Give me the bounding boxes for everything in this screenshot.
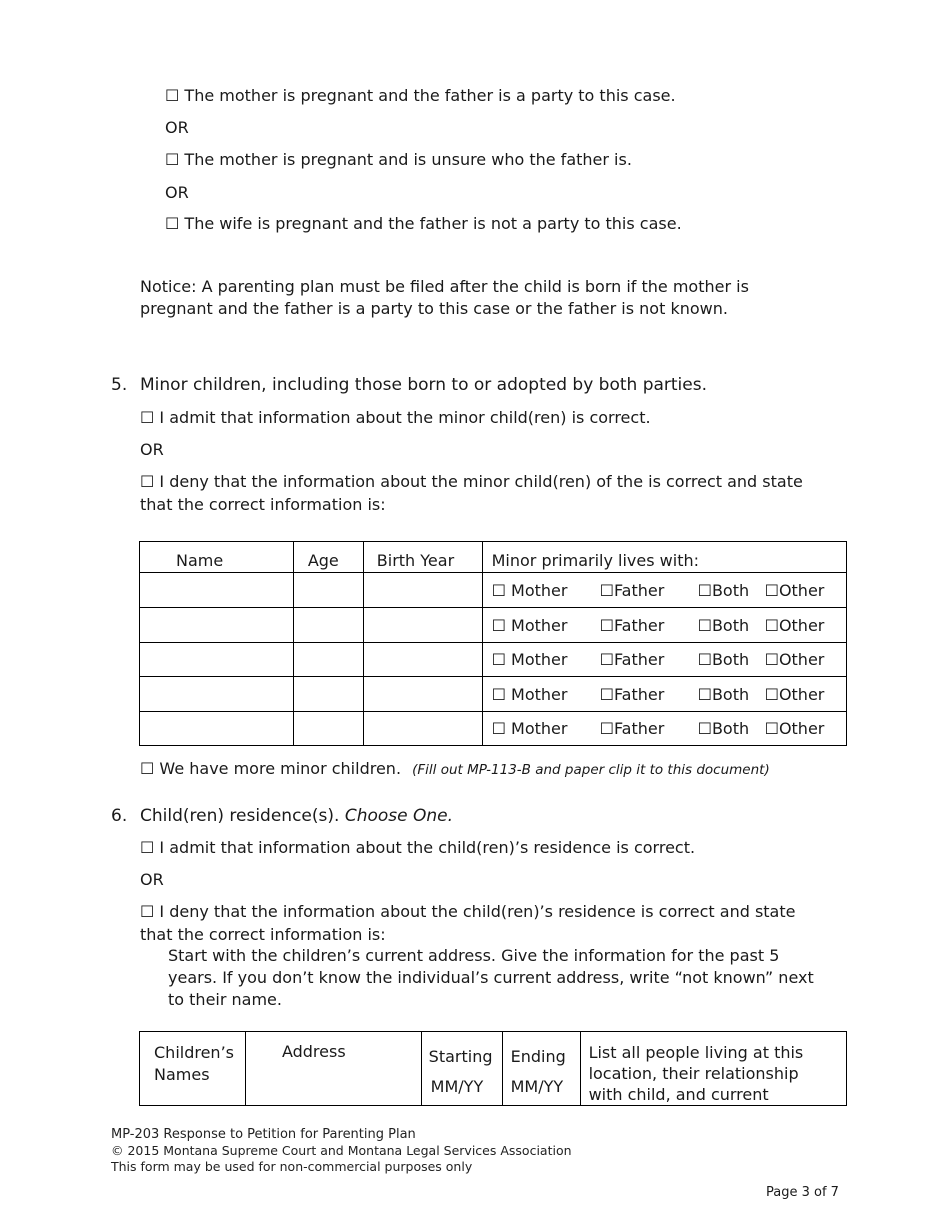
lives-with-cell (482, 677, 846, 712)
mother-checkbox[interactable]: ☐ Mother (491, 650, 568, 669)
section-5-deny-checkbox[interactable]: ☐ I deny that the information about the minor child(ren) of the is correct and state (140, 472, 803, 491)
more-children-label: ☐ We have more minor children. (140, 759, 402, 778)
birth-year-cell[interactable] (363, 643, 482, 677)
page-number: Page 3 of 7 (766, 1185, 839, 1200)
both-checkbox[interactable]: ☐Both (697, 719, 750, 738)
name-cell[interactable] (140, 573, 294, 608)
section-5-admit-checkbox[interactable]: ☐ I admit that information about the minor child(ren) is correct. (140, 408, 651, 427)
instructions-line-2: years. If you don’t know the individual’s current address, write “not known” next (168, 968, 814, 987)
header-people-living (580, 1032, 846, 1106)
header-ending (502, 1032, 580, 1106)
name-cell[interactable] (140, 712, 294, 746)
section-6-admit-checkbox[interactable]: ☐ I admit that information about the child(ren)’s residence is correct. (140, 838, 696, 857)
or-label: OR (140, 440, 164, 459)
header-children-names-line-2: Names (154, 1065, 210, 1084)
other-checkbox[interactable]: ☐Other (764, 684, 825, 704)
table-row (140, 712, 847, 746)
father-checkbox[interactable]: ☐Father (599, 650, 665, 669)
father-checkbox[interactable]: ☐Father (599, 719, 665, 738)
lives-with-cell (482, 608, 846, 643)
lives-with-cell (482, 712, 846, 746)
father-checkbox[interactable]: ☐Father (599, 615, 665, 635)
table-row (140, 608, 847, 643)
footer (111, 1127, 572, 1175)
header-ending-line-2: MM/YY (510, 1077, 564, 1096)
section-6-choose-one: Choose One. (344, 806, 454, 826)
mother-checkbox[interactable]: ☐ Mother (491, 684, 568, 704)
other-checkbox[interactable]: ☐Other (764, 650, 825, 669)
header-starting-line-1: Starting (428, 1047, 493, 1066)
both-checkbox[interactable]: ☐Both (697, 684, 750, 704)
table-row (140, 573, 847, 608)
notice-line-1: Notice: A parenting plan must be filed after the child is born if the mother is (140, 277, 749, 296)
age-cell[interactable] (293, 712, 363, 746)
header-people-line-3: with child, and current (588, 1085, 769, 1104)
other-checkbox[interactable]: ☐Other (764, 615, 825, 635)
name-cell[interactable] (140, 643, 294, 677)
table-header-row (140, 1032, 847, 1106)
footer-copyright: © 2015 Montana Supreme Court and Montana Legal Services Association (111, 1143, 572, 1158)
header-lives-with: Minor primarily lives with: (482, 542, 846, 573)
minor-children-table (139, 541, 847, 746)
header-children-names-line-1: Children’s (154, 1043, 234, 1062)
header-people-line-2: location, their relationship (588, 1064, 799, 1083)
birth-year-cell[interactable] (363, 677, 482, 712)
other-checkbox[interactable]: ☐Other (764, 719, 825, 738)
lives-with-cell (482, 643, 846, 677)
section-5-number: 5. (111, 375, 128, 395)
both-checkbox[interactable]: ☐Both (697, 650, 750, 669)
age-cell[interactable] (293, 643, 363, 677)
header-starting-line-2: MM/YY (430, 1077, 484, 1096)
section-6-title (140, 806, 453, 826)
birth-year-cell[interactable] (363, 573, 482, 608)
age-cell[interactable] (293, 608, 363, 643)
table-row (140, 677, 847, 712)
footer-form-title: MP-203 Response to Petition for Parenting Plan (111, 1127, 416, 1142)
checkbox-option-wife-pregnant-father-not-party[interactable]: ☐ The wife is pregnant and the father is not a party to this case. (165, 214, 682, 233)
checkbox-option-pregnant-father-party[interactable]: ☐ The mother is pregnant and the father is a party to this case. (165, 86, 676, 105)
header-children-names (140, 1032, 246, 1106)
or-label: OR (140, 870, 164, 889)
birth-year-cell[interactable] (363, 608, 482, 643)
notice-line-2: pregnant and the father is a party to this case or the father is not known. (140, 299, 728, 318)
table-header-row (140, 542, 847, 573)
mother-checkbox[interactable]: ☐ Mother (491, 615, 568, 635)
section-6-number: 6. (111, 806, 128, 826)
or-label: OR (165, 183, 189, 202)
age-cell[interactable] (293, 573, 363, 608)
lives-with-cell (482, 573, 846, 608)
header-name: Name (140, 542, 294, 573)
mother-checkbox[interactable]: ☐ Mother (491, 580, 568, 600)
header-age: Age (293, 542, 363, 573)
section-5-deny-line-2: that the correct information is: (140, 495, 386, 514)
residence-table (139, 1031, 847, 1106)
other-checkbox[interactable]: ☐Other (764, 580, 825, 600)
checkbox-option-pregnant-unsure-father[interactable]: ☐ The mother is pregnant and is unsure who the father is. (165, 150, 632, 169)
more-children-note: (Fill out MP-113-B and paper clip it to this document) (412, 762, 770, 778)
name-cell[interactable] (140, 677, 294, 712)
section-6-deny-line-2: that the correct information is: (140, 925, 386, 944)
or-label: OR (165, 118, 189, 137)
age-cell[interactable] (293, 677, 363, 712)
header-address: Address (245, 1032, 421, 1106)
header-starting (421, 1032, 502, 1106)
both-checkbox[interactable]: ☐Both (697, 615, 750, 635)
header-ending-line-1: Ending (510, 1047, 566, 1066)
birth-year-cell[interactable] (363, 712, 482, 746)
instructions-line-1: Start with the children’s current address. Give the information for the past 5 (168, 946, 780, 965)
father-checkbox[interactable]: ☐Father (599, 580, 665, 600)
section-6-title-text: Child(ren) residence(s). (140, 806, 340, 826)
both-checkbox[interactable]: ☐Both (697, 580, 750, 600)
header-birth-year: Birth Year (363, 542, 482, 573)
name-cell[interactable] (140, 608, 294, 643)
header-people-line-1: List all people living at this (588, 1043, 804, 1062)
section-5-title: Minor children, including those born to or adopted by both parties. (140, 375, 708, 395)
instructions-line-3: to their name. (168, 990, 282, 1009)
table-row (140, 643, 847, 677)
mother-checkbox[interactable]: ☐ Mother (491, 719, 568, 738)
section-6-deny-checkbox[interactable]: ☐ I deny that the information about the child(ren)’s residence is correct and state (140, 902, 796, 921)
footer-usage: This form may be used for non-commercial purposes only (111, 1159, 473, 1174)
more-children-checkbox[interactable] (140, 759, 770, 778)
father-checkbox[interactable]: ☐Father (599, 684, 665, 704)
